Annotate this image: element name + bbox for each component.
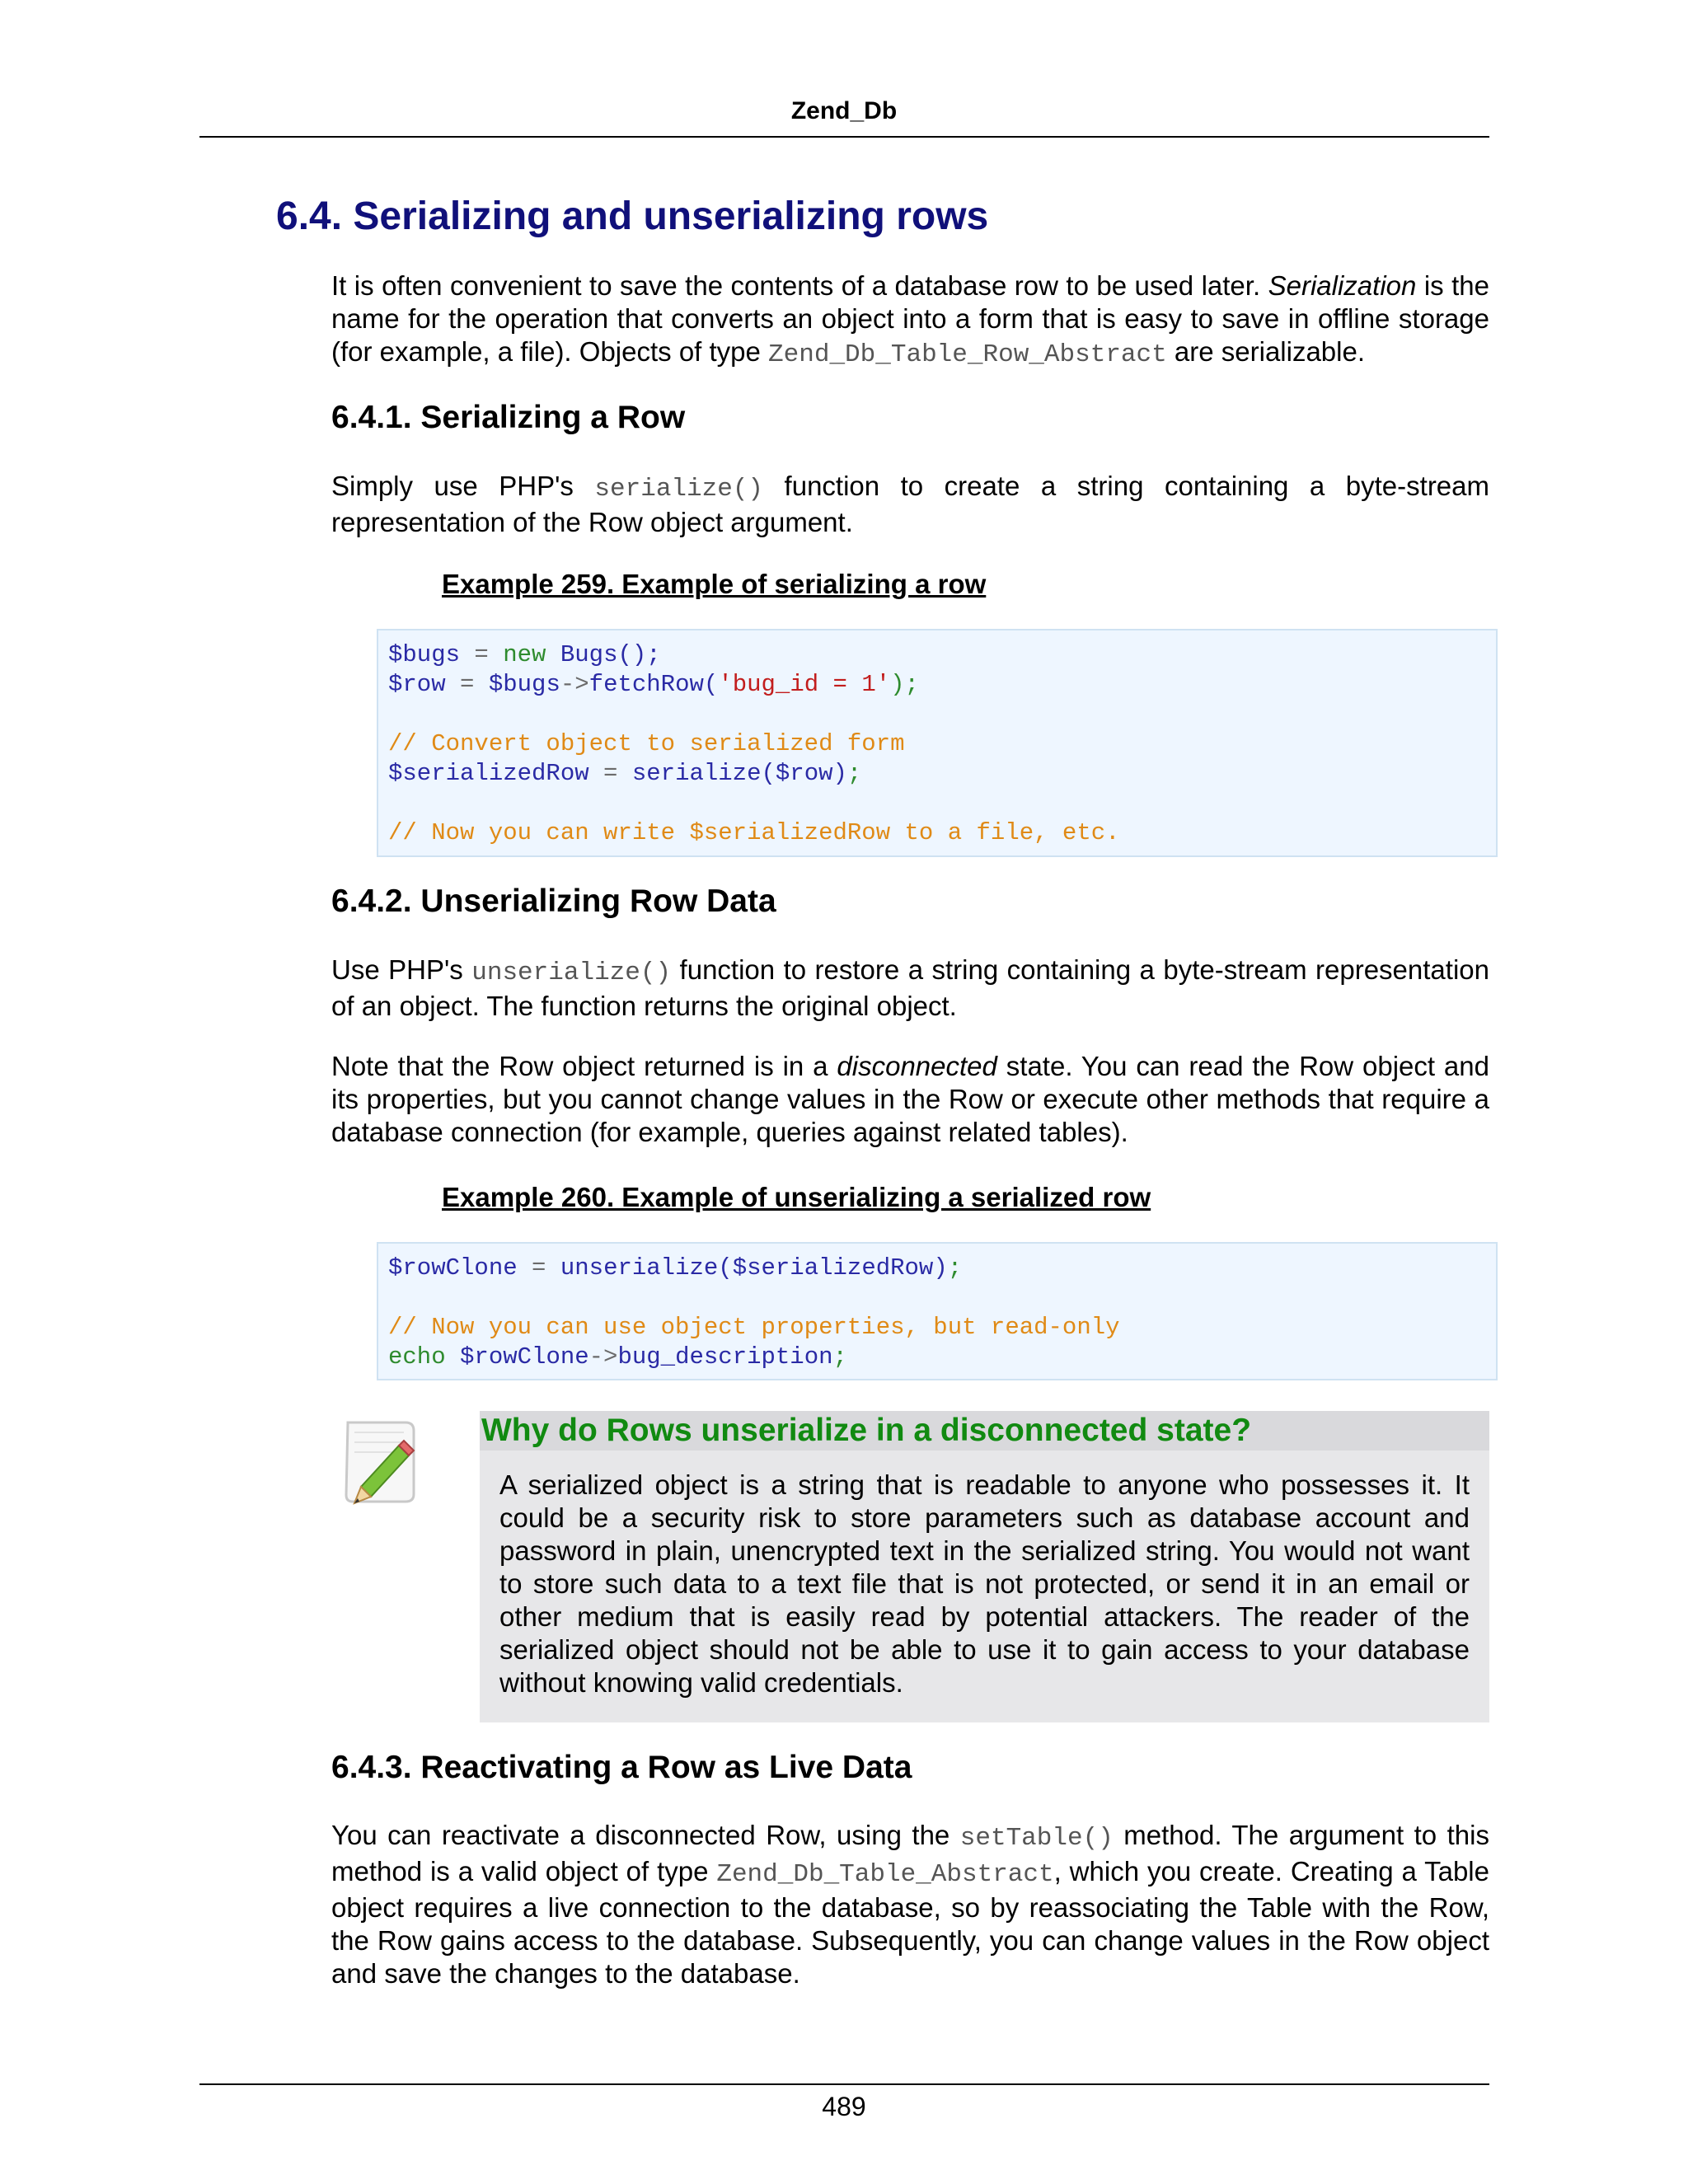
s643-code-1: setTable() (959, 1824, 1114, 1853)
example-259-title: Example 259. Example of serializing a row (442, 569, 987, 599)
s641-text-2: function to create a string containing a byte-stream representation of the Row object argument. (331, 471, 1489, 537)
s642-note-text-2: state. You can read the Row object and its properties, but you cannot change values in the Row or execute other methods that require a database connection (for example, queries against related tables). (331, 1051, 1489, 1147)
code-token: ; (846, 760, 862, 787)
pencil-note-icon (338, 1416, 424, 1511)
s642-text-2: function to restore a string containing a byte-stream representation of an object. The function returns the original object. (331, 954, 1489, 1021)
example-260-title: Example 260. Example of unserializing a serialized row (442, 1182, 1151, 1212)
code-token: $bugs (388, 641, 461, 668)
code-token: $bugs (488, 671, 560, 698)
s641-code: serialize() (594, 475, 764, 504)
s642-text-1: Use PHP's (331, 954, 472, 985)
code-token: bug_description (617, 1343, 833, 1371)
code-token: $rowClone (388, 1254, 518, 1282)
code-comment: // Now you can use object properties, but read-only (388, 1314, 1120, 1341)
code-comment: // Now you can write $serializedRow to a file, etc. (388, 819, 1120, 846)
note-title: Why do Rows unserialize in a disconnected state? (480, 1411, 1489, 1451)
code-token: ; (947, 1254, 963, 1282)
code-token: -> (588, 1343, 618, 1371)
note-body: A serialized object is a string that is readable to anyone who possesses it. It could be a security risk to store parameters such as database account and password in plain, unencrypted text in the serialized string. You would not want to store such data to a text file that is not protected, or send it in an email or other medium that is easily read by potential attackers. The reader of the serialized object should not be able to use it to gain access to your database without knowing valid credentials. (499, 1469, 1470, 1698)
s641-text-1: Simply use PHP's (331, 471, 595, 501)
s643-text-2: method. The argument to this method is a valid object of type (331, 1820, 1489, 1886)
s642-code: unserialize() (471, 958, 672, 987)
s642-paragraph-2 (331, 1050, 1489, 1149)
code-token: -> (560, 671, 589, 698)
code-token: new (503, 641, 546, 668)
s643-code-2: Zend_Db_Table_Abstract (716, 1860, 1054, 1889)
intro-paragraph (331, 269, 1489, 372)
code-example-260 (377, 1242, 1498, 1380)
code-token: echo (388, 1343, 446, 1371)
intro-text-2: is the name for the operation that converts an object into a form that is easy to save in offline storage (for example, a file). Objects of type (331, 270, 1489, 367)
s643-paragraph (331, 1819, 1489, 1990)
code-comment: // Convert object to serialized form (388, 730, 905, 757)
running-header: Zend_Db (790, 97, 898, 124)
s642-note-text-1: Note that the Row object returned is in a (331, 1051, 837, 1081)
page-number: 489 (822, 2092, 866, 2121)
code-token: ; (832, 1343, 847, 1371)
code-example-259 (377, 629, 1498, 857)
code-token: $row (388, 671, 446, 698)
code-token: unserialize($serializedRow) (560, 1254, 948, 1282)
intro-code: Zend_Db_Table_Row_Abstract (768, 340, 1167, 369)
intro-emphasis: Serialization (1268, 270, 1417, 301)
s642-paragraph-1 (331, 954, 1489, 1023)
code-token: ); (890, 671, 919, 698)
subsection-title-641: 6.4.1. Serializing a Row (331, 400, 686, 435)
code-token: = (445, 671, 489, 698)
code-token: Bugs(); (546, 641, 661, 668)
subsection-title-643: 6.4.3. Reactivating a Row as Live Data (331, 1750, 912, 1785)
code-token: $serializedRow (388, 760, 589, 787)
section-title: 6.4. Serializing and unserializing rows (276, 194, 989, 238)
code-token: fetchRow( (588, 671, 719, 698)
header-rule (199, 136, 1489, 138)
s641-paragraph (331, 470, 1489, 539)
code-token: $rowClone (445, 1343, 589, 1371)
code-token: = (588, 760, 632, 787)
s643-text-3: , which you create. Creating a Table object requires a live connection to the database, so by reassociating the Table with the Row, the Row gains access to the database. Subsequently, you can change values in the Row object and save the changes to the database. (331, 1856, 1489, 1989)
code-token: = (517, 1254, 560, 1282)
subsection-title-642: 6.4.2. Unserializing Row Data (331, 883, 776, 919)
intro-text-1: It is often convenient to save the contents of a database row to be used later. (331, 270, 1268, 301)
s642-emphasis: disconnected (837, 1051, 997, 1081)
code-token: 'bug_id = 1' (718, 671, 891, 698)
code-token: serialize($row) (631, 760, 847, 787)
note-callout (480, 1411, 1489, 1722)
footer-rule (199, 2083, 1489, 2085)
code-token: = (460, 641, 504, 668)
intro-text-3: are serializable. (1166, 336, 1366, 367)
s643-text-1: You can reactivate a disconnected Row, using the (331, 1820, 960, 1850)
